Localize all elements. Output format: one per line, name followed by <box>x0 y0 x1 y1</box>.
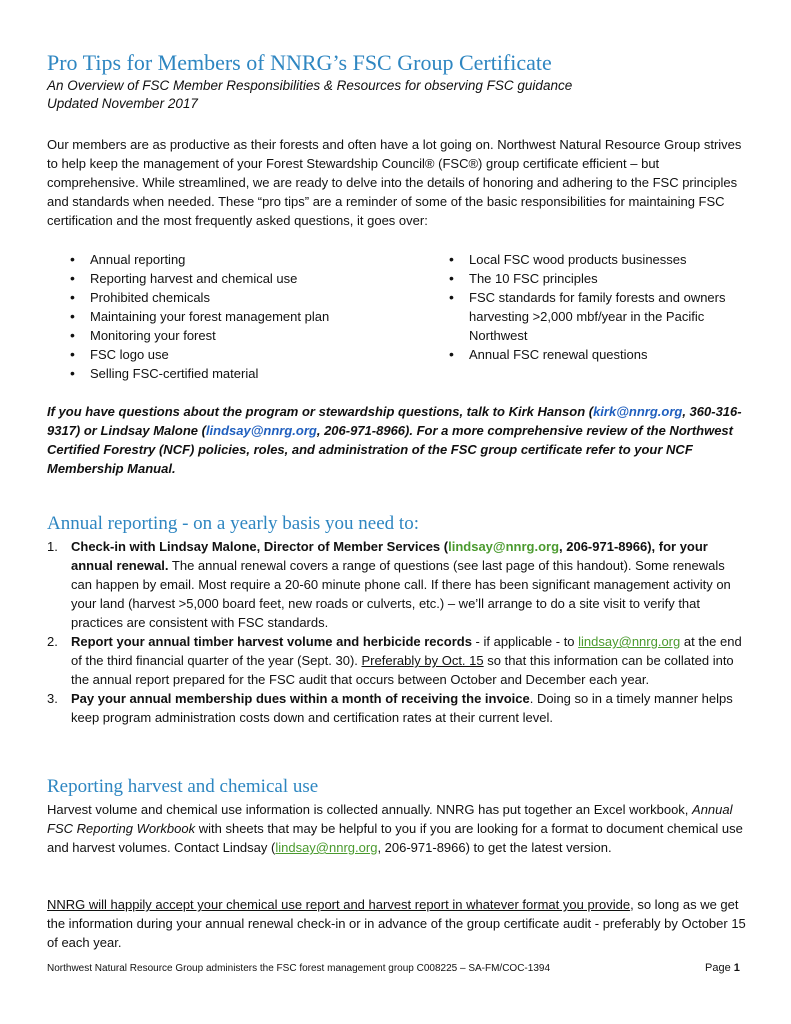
item-number: 3. <box>47 691 58 706</box>
page-label: Page <box>705 962 731 974</box>
workbook-title: Annual FSC Reporting Workbook <box>47 802 733 836</box>
topic-list-item: • Local FSC wood products businesses <box>443 250 748 269</box>
page-number <box>705 962 740 974</box>
paragraph-text-underlined: NNRG will happily accept your chemical use report and harvest report in whatever format you provide <box>47 897 631 912</box>
item-text: so that this information can be collated into the annual report prepared for the FSC audit that occurs between October and December each year. <box>71 653 734 687</box>
topic-list-item: • Selling FSC-certified material <box>64 364 404 383</box>
paragraph-text: , so long as we get the information during your annual renewal check-in or in advance of the group certificate audit - preferably by October 15 of each year. <box>47 897 746 950</box>
paragraph-text: Harvest volume and chemical use information is collected annually. NNRG has put together an Excel workbook, <box>47 802 693 817</box>
item-text: - if applicable - to <box>471 634 579 649</box>
topic-list-item: • Maintaining your forest management plan <box>64 307 404 326</box>
intro-paragraph: Our members are as productive as their forests and often have a lot going on. Northwest Natural Resource Group strives to help keep the management of your Forest Stewardship Council® (FSC®) group certificate efficient – but comprehensive. While streamlined, we are ready to delve into the details of honoring and adhering to the FSC principles and standards when needed. These “pro tips” are a reminder of some of the basic responsibilities for maintaining FSC certification and the most frequently asked questions, it goes over: <box>47 137 742 228</box>
item-bold-text: Report your annual timber harvest volume and herbicide records <box>71 634 472 649</box>
contact-text-2: , 360-316-9317) or Lindsay Malone ( <box>47 404 742 438</box>
list-item <box>47 689 747 727</box>
topic-list-item: • Annual FSC renewal questions <box>443 345 748 364</box>
paragraph-text: , 206-971-8966) to get the latest version. <box>377 840 612 855</box>
updated-date: Updated November 2017 <box>47 96 198 111</box>
topic-list-item: • FSC standards for family forests and owners harvesting >2,000 mbf/year in the Pacific Northwest <box>443 288 748 345</box>
section-heading-annual-reporting: Annual reporting - on a yearly basis you need to: <box>47 513 419 534</box>
contact-text-3: , 206-971-8966). For a more comprehensive review of the Northwest Certified Forestry (NCF) policies, roles, and administration of the FSC group certificate refer to your NCF Membership Manual. <box>47 423 733 476</box>
topic-list-item: • Monitoring your forest <box>64 326 404 345</box>
lindsay-email-link[interactable]: lindsay@nnrg.org <box>205 423 317 438</box>
topic-list-item: • FSC logo use <box>64 345 404 364</box>
topic-list-item: • Annual reporting <box>64 250 404 269</box>
item-text: . Doing so in a timely manner helps keep program administration costs down and certification rates at their current level. <box>71 691 733 725</box>
deadline-text: Preferably by Oct. 15 <box>361 653 484 668</box>
lindsay-email-link[interactable]: lindsay@nnrg.org <box>275 840 378 855</box>
item-number: 2. <box>47 634 58 649</box>
item-bold-text: Check-in with Lindsay Malone, Director of Member Services ( <box>71 539 449 554</box>
topic-list-item: • The 10 FSC principles <box>443 269 748 288</box>
subtitle: An Overview of FSC Member Responsibilities & Resources for observing FSC guidance <box>47 78 573 93</box>
lindsay-email-link[interactable]: lindsay@nnrg.org <box>578 634 681 649</box>
item-bold-text: , 206-971-8966), for your annual renewal. <box>71 539 708 573</box>
paragraph-text: with sheets that may be helpful to you if you are looking for a format to document chemical use and harvest volumes. Contact Lindsay ( <box>47 821 743 855</box>
list-item <box>47 632 747 689</box>
kirk-email-link[interactable]: kirk@nnrg.org <box>593 404 683 419</box>
topics-list-right <box>443 250 748 364</box>
page-footer: Northwest Natural Resource Group administers the FSC forest management group C008225 – SA-FM/COC-1394 <box>47 963 551 974</box>
annual-reporting-list <box>47 537 747 727</box>
topic-list-item: • Reporting harvest and chemical use <box>64 269 404 288</box>
item-number: 1. <box>47 539 58 554</box>
topics-list-left <box>64 250 404 383</box>
topic-list-item: • Prohibited chemicals <box>64 288 404 307</box>
contact-paragraph <box>47 402 747 478</box>
item-text: The annual renewal covers a range of questions (see last page of this handout). Some renewals can happen by email. Most require a 20-60 minute phone call. If there has been significant management activity on your land (harvest >5,000 board feet, new roads or culverts, etc.) – we’ll arrange to do a site visit to verify that practices are consistent with FSC standards. <box>71 558 731 630</box>
list-item <box>47 537 747 632</box>
contact-text-1: If you have questions about the program or stewardship questions, talk to Kirk Hanson ( <box>47 404 594 419</box>
item-text: at the end of the third financial quarter of the year (Sept. 30). <box>71 634 742 668</box>
harvest-paragraph <box>47 800 747 857</box>
item-bold-text: Pay your annual membership dues within a month of receiving the invoice <box>71 691 530 706</box>
page-number-value: 1 <box>733 962 740 974</box>
lindsay-email-link[interactable]: lindsay@nnrg.org <box>448 539 560 554</box>
format-paragraph <box>47 895 747 952</box>
section-heading-reporting-harvest: Reporting harvest and chemical use <box>47 776 319 797</box>
page-title: Pro Tips for Members of NNRG’s FSC Group Certificate <box>47 50 552 75</box>
